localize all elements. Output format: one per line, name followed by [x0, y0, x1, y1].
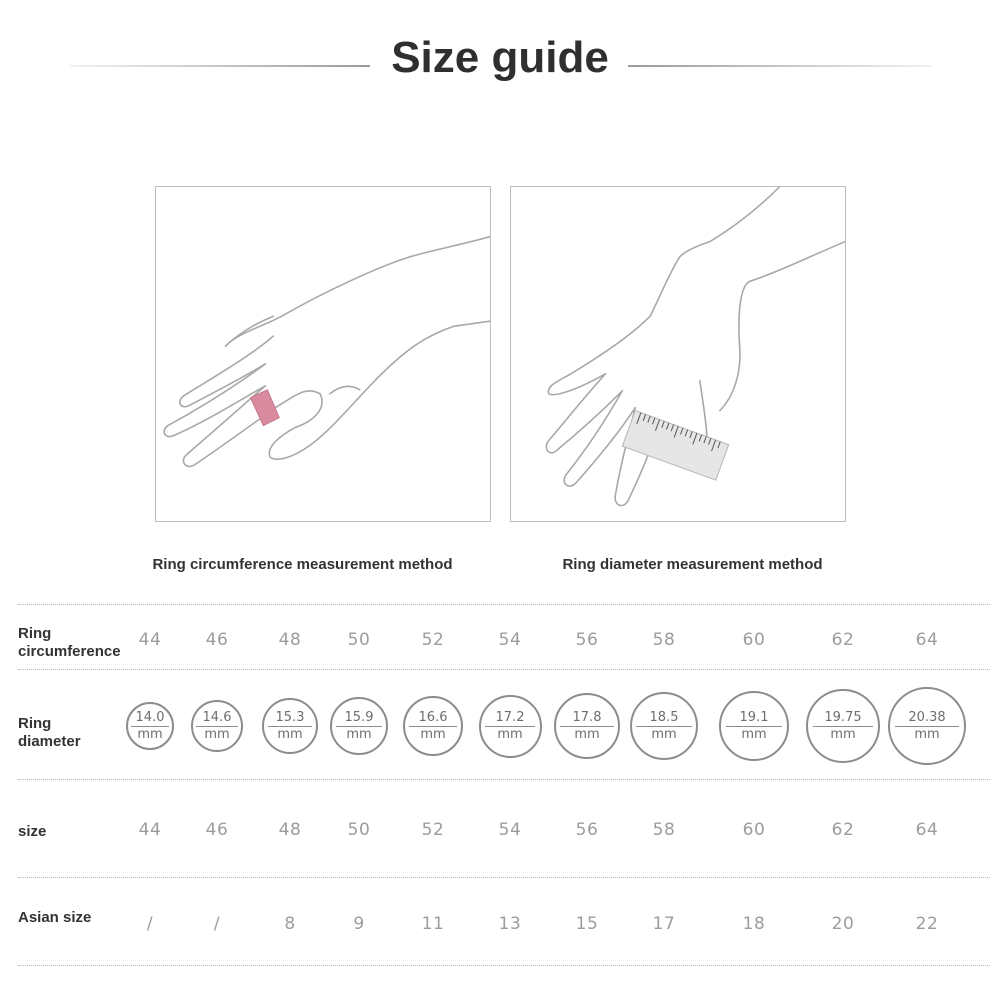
diameter-value: 15.3	[275, 709, 305, 725]
circumference-value: 56	[575, 630, 599, 650]
diameter-value: 14.0	[135, 709, 165, 725]
size-value: 52	[421, 820, 445, 840]
diameter-illustration	[510, 186, 846, 522]
asian-size-value: 8	[284, 914, 296, 934]
asian-size-value: 20	[831, 914, 855, 934]
row-label-diameter	[18, 715, 81, 751]
asian-size-value: 18	[742, 914, 766, 934]
asian-size-value: /	[213, 914, 221, 934]
row-label-line: Ring	[18, 715, 52, 732]
size-value: 60	[742, 820, 766, 840]
asian-size-value: 13	[498, 914, 522, 934]
circumference-value: 54	[498, 630, 522, 650]
diameter-unit: mm	[277, 726, 303, 742]
asian-size-value: 11	[421, 914, 445, 934]
diameter-value: 17.2	[495, 709, 525, 725]
diameter-circle	[262, 698, 318, 754]
ruler	[622, 411, 728, 480]
caption-diameter: Ring diameter measurement method	[562, 556, 823, 573]
diameter-unit: mm	[497, 726, 523, 742]
asian-size-value: 22	[915, 914, 939, 934]
diameter-circle	[806, 689, 880, 763]
size-value: 54	[498, 820, 522, 840]
diameter-value: 15.9	[344, 709, 374, 725]
row-label-circumference	[18, 625, 121, 661]
table-divider	[18, 604, 990, 605]
asian-size-value: 17	[652, 914, 676, 934]
diameter-unit: mm	[830, 726, 856, 742]
diameter-value: 19.75	[824, 709, 862, 725]
circumference-value: 58	[652, 630, 676, 650]
circumference-value: 60	[742, 630, 766, 650]
diameter-value: 17.8	[572, 709, 602, 725]
circumference-value: 46	[205, 630, 229, 650]
circumference-illustration	[155, 186, 491, 522]
asian-size-value: /	[146, 914, 154, 934]
table-divider	[18, 669, 990, 670]
diameter-circle	[403, 696, 463, 756]
diameter-circle	[126, 702, 174, 750]
caption-circumference: Ring circumference measurement method	[152, 556, 453, 573]
row-label-line: Ring	[18, 625, 52, 642]
circumference-value: 62	[831, 630, 855, 650]
circumference-value: 50	[347, 630, 371, 650]
title-row	[0, 30, 1000, 90]
diameter-circle	[191, 700, 243, 752]
diameter-circle	[630, 692, 698, 760]
diameter-value: 20.38	[908, 709, 946, 725]
circumference-value: 48	[278, 630, 302, 650]
table-divider	[18, 779, 990, 780]
row-label-line: diameter	[18, 733, 81, 750]
size-value: 56	[575, 820, 599, 840]
circumference-value: 64	[915, 630, 939, 650]
diameter-unit: mm	[741, 726, 767, 742]
diameter-unit: mm	[574, 726, 600, 742]
circumference-value: 52	[421, 630, 445, 650]
size-value: 44	[138, 820, 162, 840]
row-label-size: size	[18, 823, 47, 840]
diameter-circle	[554, 693, 620, 759]
diameter-unit: mm	[651, 726, 677, 742]
page-title: Size guide	[391, 33, 609, 82]
diameter-value: 18.5	[649, 709, 679, 725]
size-value: 62	[831, 820, 855, 840]
size-value: 50	[347, 820, 371, 840]
diameter-value: 14.6	[202, 709, 232, 725]
asian-size-value: 15	[575, 914, 599, 934]
row-label-line: circumference	[18, 643, 121, 660]
row-label-asian-size: Asian size	[18, 909, 92, 926]
circumference-value: 44	[138, 630, 162, 650]
diameter-unit: mm	[204, 726, 230, 742]
hand-with-ring-illustration	[156, 187, 490, 521]
diameter-unit: mm	[420, 726, 446, 742]
diameter-circle	[719, 691, 789, 761]
hand-with-ruler-illustration	[511, 187, 845, 521]
diameter-unit: mm	[137, 726, 163, 742]
table-divider	[18, 877, 990, 878]
diameter-value: 16.6	[418, 709, 448, 725]
asian-size-value: 9	[353, 914, 365, 934]
diameter-unit: mm	[914, 726, 940, 742]
diameter-circle	[479, 695, 542, 758]
diameter-unit: mm	[346, 726, 372, 742]
diameter-circle	[888, 687, 966, 765]
size-value: 58	[652, 820, 676, 840]
diameter-circle	[330, 697, 388, 755]
size-value: 64	[915, 820, 939, 840]
size-value: 48	[278, 820, 302, 840]
diameter-value: 19.1	[739, 709, 769, 725]
size-value: 46	[205, 820, 229, 840]
table-divider	[18, 965, 990, 966]
